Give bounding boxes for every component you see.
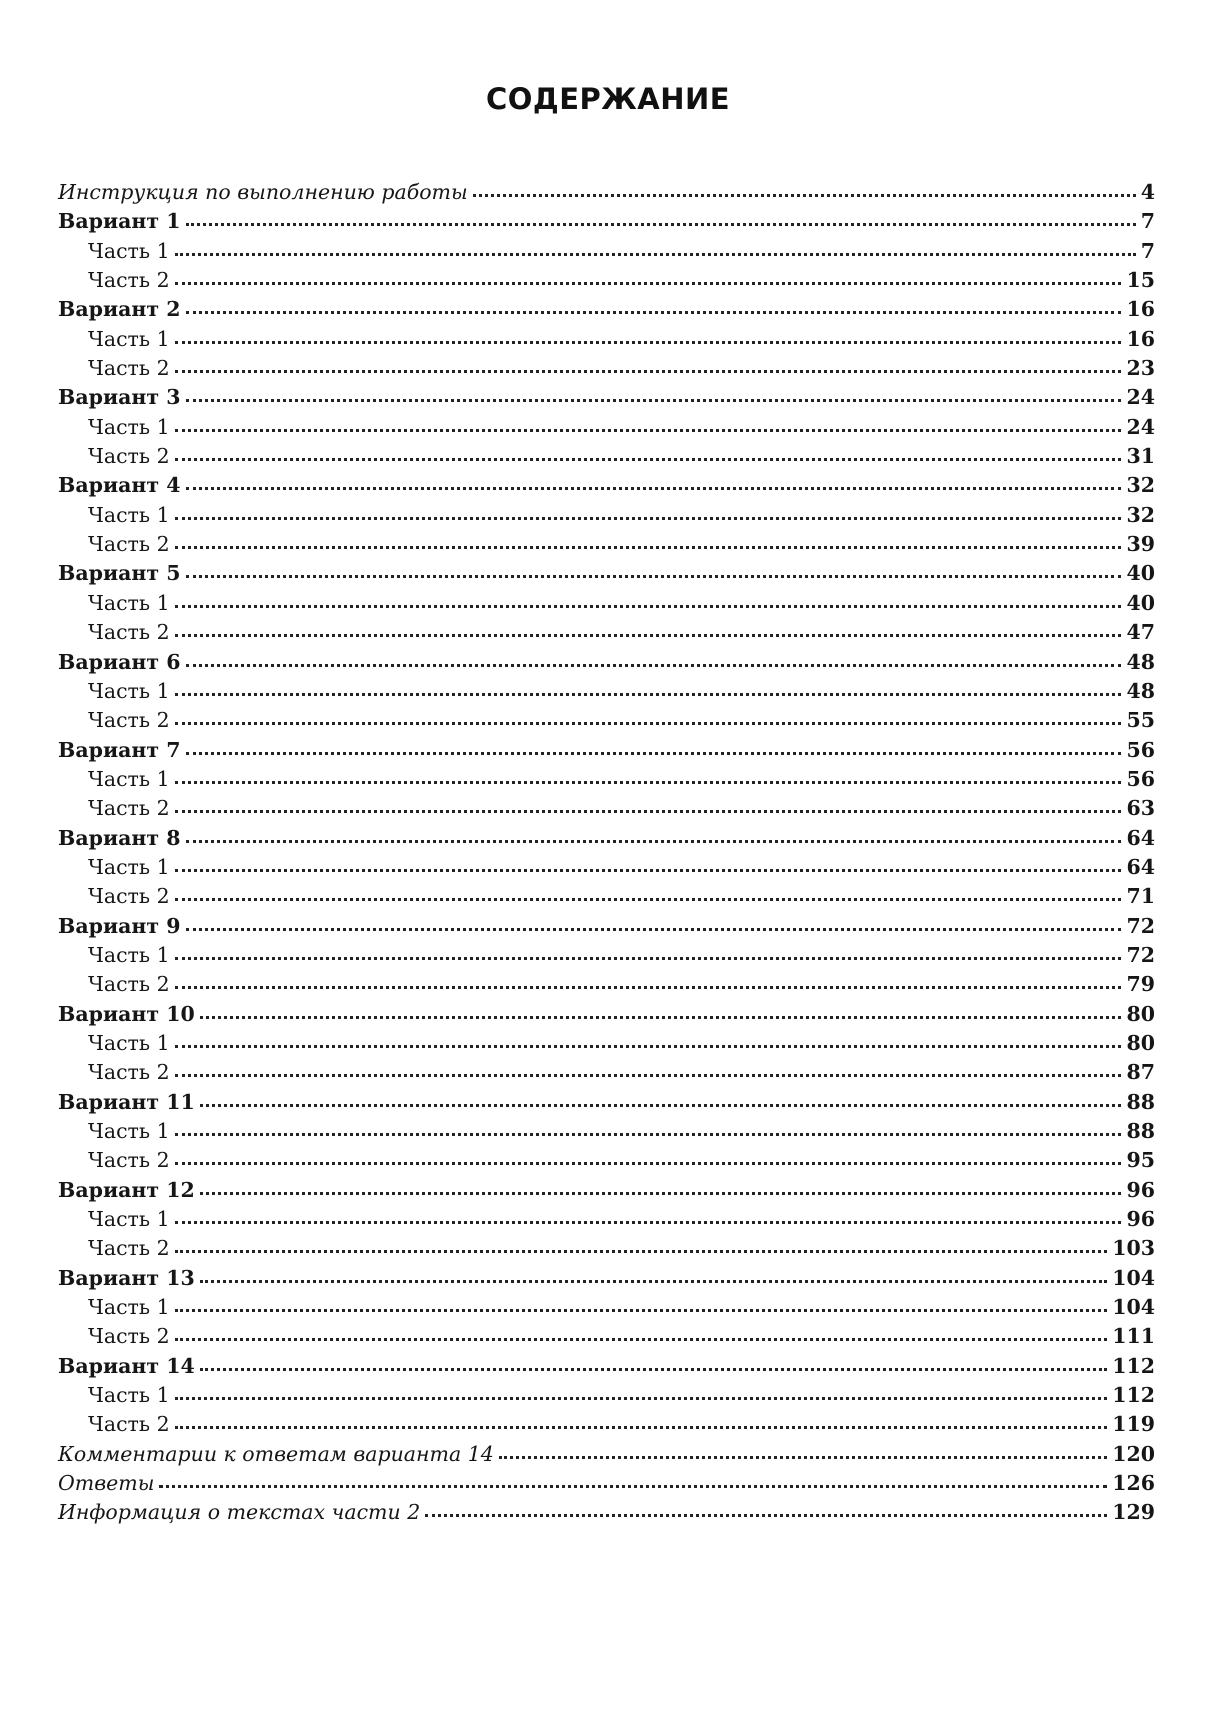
toc-part-entry [58,501,1155,530]
toc-page-number: 7 [1140,238,1155,263]
dot-leader [175,986,1122,989]
toc-page-number: 48 [1126,678,1155,703]
dot-leader [175,781,1122,784]
toc-entry-label: Часть 1 [88,1295,170,1320]
toc-page-number: 16 [1126,297,1155,322]
toc-part-entry [58,882,1155,911]
toc-entry-label: Часть 2 [88,532,170,557]
toc-page-number: 111 [1112,1324,1155,1349]
toc-section-entry [58,1469,1155,1498]
toc-entry-label: Вариант 11 [58,1089,195,1114]
toc-page-number: 119 [1112,1412,1155,1437]
toc-entry-label: Часть 1 [88,678,170,703]
toc-variant-entry [58,383,1155,412]
toc-page-number: 88 [1126,1119,1155,1143]
toc-entry-label: Часть 2 [88,884,170,909]
toc-page-number: 129 [1112,1500,1155,1525]
toc-entry-label: Комментарии к ответам варианта 14 [58,1441,494,1466]
toc-variant-entry [58,1352,1155,1381]
toc-entry-label: Часть 2 [88,444,170,469]
toc-entry-label: Часть 2 [88,1324,170,1349]
dot-leader [186,223,1136,226]
dot-leader [175,1338,1108,1341]
dot-leader [186,487,1122,490]
toc-entry-label: Вариант 2 [58,297,181,322]
dot-leader [175,370,1122,373]
dot-leader [175,810,1122,813]
toc-entry-label: Часть 1 [88,1207,170,1232]
toc-part-entry [58,1322,1155,1351]
toc-part-entry [58,1117,1155,1146]
toc-page-number: 71 [1126,884,1155,909]
toc-page-number: 40 [1126,561,1155,586]
toc-entry-label: Часть 1 [88,1383,170,1408]
toc-page-number: 120 [1112,1441,1155,1466]
toc-part-entry [58,970,1155,999]
toc-entry-label: Часть 1 [88,502,170,527]
toc-variant-entry [58,207,1155,236]
toc-page-number: 64 [1126,825,1155,850]
toc-page-number: 80 [1126,1001,1155,1026]
toc-part-entry [58,794,1155,823]
toc-entry-label: Часть 2 [88,972,170,997]
toc-entry-label: Часть 1 [88,766,170,791]
toc-variant-entry [58,1088,1155,1117]
toc-part-entry [58,941,1155,970]
toc-entry-label: Часть 1 [88,326,170,351]
toc-entry-label: Часть 1 [88,942,170,967]
toc-page-number: 104 [1112,1265,1155,1290]
dot-leader [175,1221,1122,1224]
toc-part-entry [58,765,1155,794]
dot-leader [175,546,1122,549]
dot-leader [175,341,1122,344]
dot-leader [175,957,1122,960]
toc-part-entry [58,530,1155,559]
toc-entry-label: Вариант 1 [58,209,181,234]
toc-page-number: 23 [1126,356,1155,381]
toc-page-number: 24 [1126,385,1155,410]
toc-page-number: 96 [1126,1177,1155,1202]
toc-variant-entry [58,1176,1155,1205]
toc-page-number: 31 [1126,444,1155,469]
toc-page-number: 24 [1126,414,1155,439]
toc-page-number: 55 [1126,708,1155,733]
toc-entry-label: Часть 2 [88,1412,170,1437]
dot-leader [473,194,1136,197]
dot-leader [175,722,1122,725]
toc-entry-label: Часть 1 [88,414,170,439]
toc-entry-label: Вариант 9 [58,913,181,938]
toc-page-number: 7 [1140,209,1155,234]
toc-entry-label: Часть 1 [88,1030,170,1055]
toc-part-entry [58,442,1155,471]
toc-page-number: 47 [1126,620,1155,645]
toc-part-entry [58,1234,1155,1263]
dot-leader [175,517,1122,520]
toc-page-number: 56 [1126,737,1155,762]
toc-page-number: 4 [1140,180,1155,204]
toc-page-number: 88 [1126,1089,1155,1114]
toc-part-entry [58,1146,1155,1175]
dot-leader [186,752,1122,755]
dot-leader [175,869,1122,872]
toc-entry-label: Инструкция по выполнению работы [58,180,468,204]
toc-page-number: 104 [1112,1295,1155,1320]
toc-entry-label: Часть 1 [88,238,170,263]
toc-part-entry [58,1029,1155,1058]
table-of-contents [58,178,1155,1528]
dot-leader [200,1016,1122,1019]
dot-leader [175,429,1122,432]
toc-page-number: 95 [1126,1148,1155,1173]
toc-variant-entry [58,824,1155,853]
toc-entry-label: Вариант 10 [58,1001,195,1026]
toc-page-number: 16 [1126,326,1155,351]
toc-part-entry [58,1205,1155,1234]
toc-page-number: 48 [1126,649,1155,674]
toc-page-number: 112 [1112,1383,1155,1408]
toc-page-number: 79 [1126,972,1155,997]
toc-page-number: 32 [1126,473,1155,498]
toc-part-entry [58,853,1155,882]
toc-page-number: 80 [1126,1030,1155,1055]
toc-section-entry [58,178,1155,207]
dot-leader [175,898,1122,901]
toc-entry-label: Вариант 4 [58,473,181,498]
dot-leader [200,1192,1122,1195]
toc-entry-label: Часть 2 [88,1236,170,1261]
toc-entry-label: Вариант 12 [58,1177,195,1202]
dot-leader [200,1368,1107,1371]
toc-entry-label: Часть 2 [88,268,170,293]
dot-leader [175,693,1122,696]
toc-page-number: 87 [1126,1060,1155,1085]
toc-part-entry [58,589,1155,618]
toc-section-entry [58,1498,1155,1527]
dot-leader [175,458,1122,461]
toc-entry-label: Вариант 13 [58,1265,195,1290]
toc-variant-entry [58,648,1155,677]
toc-variant-entry [58,736,1155,765]
toc-part-entry [58,354,1155,383]
dot-leader [175,1074,1122,1077]
toc-entry-label: Часть 1 [88,1119,170,1143]
dot-leader [186,928,1122,931]
toc-variant-entry [58,1000,1155,1029]
page-title: СОДЕРЖАНИЕ [485,82,731,116]
dot-leader [186,311,1122,314]
dot-leader [175,1397,1108,1400]
toc-entry-label: Вариант 14 [58,1353,195,1378]
dot-leader [175,282,1122,285]
toc-section-entry [58,1440,1155,1469]
toc-part-entry [58,237,1155,266]
dot-leader [186,840,1122,843]
toc-part-entry [58,1293,1155,1322]
toc-entry-label: Часть 2 [88,356,170,381]
dot-leader [175,1250,1108,1253]
toc-page-number: 72 [1126,913,1155,938]
toc-page-number: 126 [1112,1471,1155,1496]
toc-page-number: 64 [1126,854,1155,879]
toc-variant-entry [58,559,1155,588]
toc-part-entry [58,1410,1155,1439]
toc-part-entry [58,618,1155,647]
dot-leader [175,1309,1108,1312]
dot-leader [175,253,1136,256]
toc-page-number: 15 [1126,268,1155,293]
toc-page-number: 56 [1126,766,1155,791]
toc-entry-label: Часть 2 [88,708,170,733]
toc-entry-label: Часть 1 [88,854,170,879]
dot-leader [200,1104,1122,1107]
toc-page-number: 40 [1126,590,1155,615]
dot-leader [159,1485,1107,1488]
toc-entry-label: Информация о текстах части 2 [58,1500,421,1525]
toc-entry-label: Часть 1 [88,590,170,615]
toc-entry-label: Ответы [58,1471,155,1496]
toc-part-entry [58,413,1155,442]
dot-leader [200,1280,1107,1283]
toc-variant-entry [58,1264,1155,1293]
toc-entry-label: Вариант 3 [58,385,181,410]
toc-entry-label: Вариант 5 [58,561,181,586]
toc-page-number: 103 [1112,1236,1155,1261]
toc-variant-entry [58,912,1155,941]
toc-entry-label: Вариант 8 [58,825,181,850]
toc-part-entry [58,325,1155,354]
toc-variant-entry [58,471,1155,500]
dot-leader [425,1514,1107,1517]
dot-leader [499,1456,1107,1459]
dot-leader [186,575,1122,578]
dot-leader [175,1133,1122,1136]
toc-page-number: 63 [1126,796,1155,821]
toc-entry-label: Часть 2 [88,1060,170,1085]
toc-part-entry [58,677,1155,706]
dot-leader [175,634,1122,637]
toc-entry-label: Часть 2 [88,1148,170,1173]
dot-leader [175,1045,1122,1048]
toc-page-number: 39 [1126,532,1155,557]
toc-part-entry [58,266,1155,295]
toc-entry-label: Часть 2 [88,796,170,821]
dot-leader [175,1426,1108,1429]
toc-part-entry [58,1058,1155,1087]
dot-leader [175,1162,1122,1165]
toc-part-entry [58,706,1155,735]
toc-page-number: 96 [1126,1207,1155,1232]
toc-page-number: 32 [1126,502,1155,527]
toc-entry-label: Вариант 6 [58,649,181,674]
dot-leader [186,399,1122,402]
toc-page-number: 72 [1126,942,1155,967]
toc-part-entry [58,1381,1155,1410]
toc-entry-label: Вариант 7 [58,737,181,762]
dot-leader [175,605,1122,608]
toc-page-number: 112 [1112,1353,1155,1378]
dot-leader [186,664,1122,667]
toc-variant-entry [58,295,1155,324]
toc-entry-label: Часть 2 [88,620,170,645]
